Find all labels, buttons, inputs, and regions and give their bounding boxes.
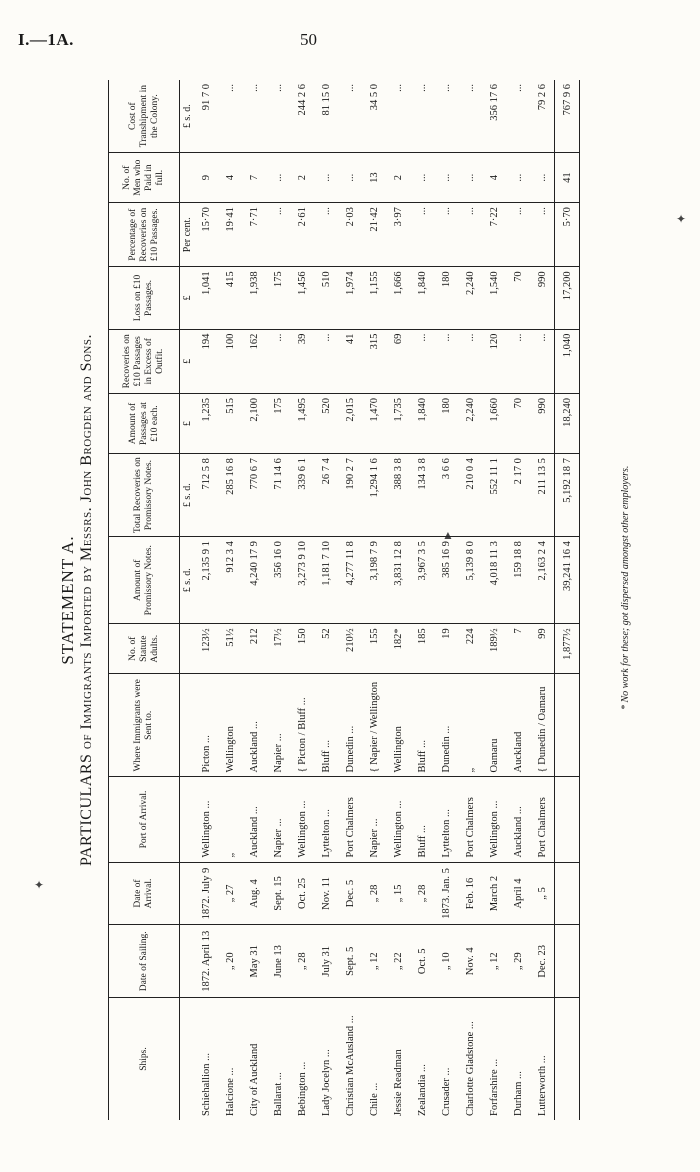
table-cell: Auckland [506, 674, 530, 777]
table-cell: 182* [386, 624, 410, 674]
table-cell: 52 [314, 624, 338, 674]
table-cell: 2,240 [458, 267, 482, 329]
table-cell: „ 27 [218, 862, 242, 925]
table-cell: 2·61 [290, 203, 314, 267]
table-cell: 1,840 [410, 267, 434, 329]
total-cell: 39,241 16 4 [555, 537, 580, 624]
table-cell: 51½ [218, 624, 242, 674]
statement-rotated-container [50, 70, 650, 1130]
table-row [290, 80, 314, 1120]
table-cell: ... [338, 153, 362, 203]
table-cell: May 31 [242, 925, 266, 998]
table-row [482, 80, 506, 1120]
table-cell: 212 [242, 624, 266, 674]
table-cell: 285 16 8 [218, 454, 242, 537]
table-cell: Port Chalmers [338, 777, 362, 862]
table-cell: 4 [482, 153, 506, 203]
table-cell: 189½ [482, 624, 506, 674]
table-cell: 19·41 [218, 203, 242, 267]
table-row [194, 80, 218, 1120]
total-cell [555, 777, 580, 862]
table-cell: Nov. 11 [314, 862, 338, 925]
table-cell: 1,666 [386, 267, 410, 329]
table-cell: { Dunedin / Oamaru [530, 674, 555, 777]
ship-name-cell: Jessie Readman [392, 1049, 404, 1116]
table-cell: 770 6 7 [242, 454, 266, 537]
table-cell: 1872. July 9 [194, 862, 218, 925]
table-cell: 1,155 [362, 267, 386, 329]
table-cell: Lyttelton ... [434, 777, 458, 862]
table-cell: ... [266, 153, 290, 203]
table-cell: „ 12 [482, 925, 506, 998]
table-cell: 2,100 [242, 393, 266, 453]
table-cell: Wellington [218, 674, 242, 777]
table-cell: Lyttelton ... [314, 777, 338, 862]
table-cell: 26 7 4 [314, 454, 338, 537]
table-cell: 155 [362, 624, 386, 674]
table-row [530, 80, 555, 1120]
column-header: Date of Sailing. [109, 925, 180, 998]
table-cell: 150 [290, 624, 314, 674]
ship-name-cell: Zealandia ... [416, 1064, 428, 1116]
table-cell: 19 [434, 624, 458, 674]
table-cell: ... [458, 329, 482, 393]
table-cell: „ 20 [218, 925, 242, 998]
table-cell: 13 [362, 153, 386, 203]
table-cell: 7 [506, 624, 530, 674]
table-cell: Auckland ... [242, 674, 266, 777]
table-cell: June 13 [266, 925, 290, 998]
table-cell: ... [338, 80, 362, 153]
unit-cell [180, 777, 195, 862]
table-cell: 356 17 6 [482, 80, 506, 153]
table-cell: Dec. 5 [338, 862, 362, 925]
table-cell: Bluff ... [410, 777, 434, 862]
table-cell: Bluff ... [410, 674, 434, 777]
table-cell: March 2 [482, 862, 506, 925]
total-cell: 5,192 18 7 [555, 454, 580, 537]
table-cell: 81 15 0 [314, 80, 338, 153]
column-header: Date of Arrival. [109, 862, 180, 925]
table-row [458, 80, 482, 1120]
table-cell: Sept. 15 [266, 862, 290, 925]
table-cell: ... [530, 153, 555, 203]
table-cell: „ 29 [506, 925, 530, 998]
table-cell: ... [266, 203, 290, 267]
table-cell: „ [218, 777, 242, 862]
table-cell: 34 5 0 [362, 80, 386, 153]
table-cell: 2,015 [338, 393, 362, 453]
table-row [266, 80, 290, 1120]
table-cell: ... [458, 80, 482, 153]
table-cell: 71 14 6 [266, 454, 290, 537]
table-cell: „ 28 [362, 862, 386, 925]
table-cell: 515 [218, 393, 242, 453]
table-cell: ... [434, 329, 458, 393]
table-cell: 159 18 8 [506, 537, 530, 624]
table-cell: Oct. 5 [410, 925, 434, 998]
page-identifier: I.—1A. [18, 30, 74, 49]
unit-cell: £ [180, 267, 195, 329]
table-cell: 4,277 11 8 [338, 537, 362, 624]
unit-cell: £ [180, 393, 195, 453]
table-cell: 99 [530, 624, 555, 674]
table-row [434, 80, 458, 1120]
table-cell: 2·03 [338, 203, 362, 267]
table-cell: 194 [194, 329, 218, 393]
total-cell [555, 674, 580, 777]
column-header: Percentage of Recoveries on £10 Passages. [109, 203, 180, 267]
table-cell: 5,139 8 0 [458, 537, 482, 624]
table-cell: 2 [290, 153, 314, 203]
table-row [386, 80, 410, 1120]
page-header [0, 0, 700, 60]
table-cell: Port Chalmers [458, 777, 482, 862]
table-cell: Wellington ... [194, 777, 218, 862]
unit-cell [180, 624, 195, 674]
table-cell: Wellington ... [290, 777, 314, 862]
table-cell: ... [266, 329, 290, 393]
table-cell: „ 28 [290, 925, 314, 998]
ship-name-cell: Schiehallion ... [200, 1053, 212, 1116]
table-cell: 1,470 [362, 393, 386, 453]
table-cell: ... [410, 203, 434, 267]
total-cell: 1,877½ [555, 624, 580, 674]
table-cell: 41 [338, 329, 362, 393]
total-cell: 1,040 [555, 329, 580, 393]
total-cell: 17,200 [555, 267, 580, 329]
ship-name-cell: Lutterworth ... [536, 1055, 548, 1116]
table-cell: 39 [290, 329, 314, 393]
table-cell: 2,163 2 4 [530, 537, 555, 624]
table-cell: 3,198 7 9 [362, 537, 386, 624]
table-cell: ... [458, 203, 482, 267]
unit-cell [180, 925, 195, 998]
table-cell: April 4 [506, 862, 530, 925]
column-header: Ships. [109, 998, 180, 1120]
table-cell: Feb. 16 [458, 862, 482, 925]
table-cell: ... [218, 80, 242, 153]
table-cell: 180 [434, 267, 458, 329]
table-cell: 4,018 11 3 [482, 537, 506, 624]
table-cell: Dec. 23 [530, 925, 555, 998]
total-cell: 767 9 6 [555, 80, 580, 153]
table-cell: 211 13 5 [530, 454, 555, 537]
table-body [194, 80, 580, 1120]
ship-name-cell: Lady Jocelyn ... [320, 1049, 332, 1116]
table-cell: Nov. 4 [458, 925, 482, 998]
ship-name-cell: Durham ... [512, 1071, 524, 1116]
table-cell: 162 [242, 329, 266, 393]
table-cell: 1872. April 13 [194, 925, 218, 998]
table-cell: Wellington [386, 674, 410, 777]
table-cell: 1,938 [242, 267, 266, 329]
table-cell: 990 [530, 393, 555, 453]
table-cell: ... [506, 329, 530, 393]
table-cell: 7·22 [482, 203, 506, 267]
immigrants-table [108, 80, 580, 1120]
table-cell: { Napier / Wellington [362, 674, 386, 777]
table-cell: 1,735 [386, 393, 410, 453]
table-cell: Aug. 4 [242, 862, 266, 925]
total-cell [555, 998, 580, 1120]
table-row [506, 80, 530, 1120]
table-cell: 185 [410, 624, 434, 674]
table-cell: ... [314, 203, 338, 267]
table-cell: 7·71 [242, 203, 266, 267]
table-cell: 120 [482, 329, 506, 393]
ship-name-cell: Bebington ... [296, 1061, 308, 1116]
table-cell: 990 [530, 267, 555, 329]
table-cell: 1,495 [290, 393, 314, 453]
table-cell: 1,181 7 10 [314, 537, 338, 624]
table-cell: 244 2 6 [290, 80, 314, 153]
table-cell: 1,456 [290, 267, 314, 329]
table-cell: Dunedin ... [338, 674, 362, 777]
table-row [242, 80, 266, 1120]
ship-name-cell: Chile ... [368, 1082, 380, 1116]
table-cell: 9 [194, 153, 218, 203]
table-cell: Sept. 5 [338, 925, 362, 998]
table-cell: Auckland ... [506, 777, 530, 862]
table-cell: 415 [218, 267, 242, 329]
table-cell: 4 [218, 153, 242, 203]
table-cell: 1,294 1 6 [362, 454, 386, 537]
table-cell: 1,235 [194, 393, 218, 453]
table-cell: ... [410, 329, 434, 393]
column-header: No. of Statute Adults. [109, 624, 180, 674]
column-header: Where Immigrants were Sent to. [109, 674, 180, 777]
table-cell: 2 17 0 [506, 454, 530, 537]
total-cell: 41 [555, 153, 580, 203]
unit-cell: Per cent. [180, 203, 195, 267]
table-cell: 175 [266, 267, 290, 329]
table-cell: 1,660 [482, 393, 506, 453]
table-cell: ... [386, 80, 410, 153]
table-cell: 69 [386, 329, 410, 393]
column-header: Loss on £10 Passages. [109, 267, 180, 329]
ship-name-cell: Halcione ... [224, 1067, 236, 1116]
table-cell: ... [458, 153, 482, 203]
page-number: 50 [300, 30, 317, 49]
table-cell: 190 2 7 [338, 454, 362, 537]
table-cell: Oamaru [482, 674, 506, 777]
table-cell: 100 [218, 329, 242, 393]
table-cell: ... [530, 329, 555, 393]
total-cell: 18,240 [555, 393, 580, 453]
table-cell: 3 6 6 [434, 454, 458, 537]
table-cell: 224 [458, 624, 482, 674]
ship-name-cell: City of Auckland [248, 1043, 260, 1116]
unit-cell: £ s. d. [180, 454, 195, 537]
statement-subtitle: PARTICULARS of Immigrants Imported by Messrs. John Brogden and Sons. [78, 334, 95, 866]
ship-name-cell: Charlotte Gladstone ... [464, 1021, 476, 1116]
table-cell: 315 [362, 329, 386, 393]
table-cell: 210½ [338, 624, 362, 674]
table-cell: 712 5 8 [194, 454, 218, 537]
table-cell: „ 5 [530, 862, 555, 925]
column-header: No. of Men who Paid in full. [109, 153, 180, 203]
table-cell: ... [530, 203, 555, 267]
table-cell: „ 22 [386, 925, 410, 998]
table-cell: Napier ... [362, 777, 386, 862]
table-cell: 1873. Jan. 5 [434, 862, 458, 925]
unit-cell: £ s. d. [180, 537, 195, 624]
table-cell: 70 [506, 267, 530, 329]
table-row [338, 80, 362, 1120]
table-cell: 1,540 [482, 267, 506, 329]
column-header: Port of Arrival. [109, 777, 180, 862]
table-cell: 15·70 [194, 203, 218, 267]
table-cell: 385 16 9 [434, 537, 458, 624]
column-header: Amount of Promissory Notes. [109, 537, 180, 624]
table-cell: ... [434, 153, 458, 203]
total-cell: 5·70 [555, 203, 580, 267]
table-cell: ... [506, 80, 530, 153]
table-cell: ... [506, 153, 530, 203]
table-cell: ... [410, 80, 434, 153]
table-cell: 180 [434, 393, 458, 453]
table-cell: Napier ... [266, 777, 290, 862]
table-units-row [180, 80, 195, 1120]
total-cell [555, 862, 580, 925]
table-cell: Picton ... [194, 674, 218, 777]
table-cell: ... [506, 203, 530, 267]
table-cell: Wellington ... [386, 777, 410, 862]
footnote: * No work for these; got dispersed amongst other employers. [620, 465, 631, 710]
ship-name-cell: Christian McAusland ... [344, 1015, 356, 1116]
table-cell: 175 [266, 393, 290, 453]
unit-cell [180, 153, 195, 203]
table-cell: { Picton / Bluff ... [290, 674, 314, 777]
margin-mark-icon: ✦ [34, 878, 45, 892]
total-cell [555, 925, 580, 998]
table-cell: Napier ... [266, 674, 290, 777]
table-cell: 21·42 [362, 203, 386, 267]
table-cell: ... [434, 203, 458, 267]
table-cell: Wellington ... [482, 777, 506, 862]
table-cell: 912 3 4 [218, 537, 242, 624]
table-cell: Bluff ... [314, 674, 338, 777]
table-cell: Oct. 25 [290, 862, 314, 925]
table-cell: 7 [242, 153, 266, 203]
column-header: Cost of Transhipment in the Colony. [109, 80, 180, 153]
column-header: Total Recoveries on Promissory Notes. [109, 454, 180, 537]
table-row [314, 80, 338, 1120]
column-header: Recoveries on £10 Passages in Excess of Outfit. [109, 329, 180, 393]
table-cell: „ 12 [362, 925, 386, 998]
table-cell: ... [410, 153, 434, 203]
unit-cell [180, 862, 195, 925]
ship-name-cell: Ballarat ... [272, 1072, 284, 1116]
table-cell: 134 3 8 [410, 454, 434, 537]
table-cell: 1,974 [338, 267, 362, 329]
table-cell: „ 10 [434, 925, 458, 998]
table-cell: 70 [506, 393, 530, 453]
table-cell: 2,135 9 1 [194, 537, 218, 624]
table-cell: 1,041 [194, 267, 218, 329]
table-cell: 552 11 1 [482, 454, 506, 537]
table-cell: 3,831 12 8 [386, 537, 410, 624]
table-cell: „ 15 [386, 862, 410, 925]
table-cell: Port Chalmers [530, 777, 555, 862]
table-cell: 1,840 [410, 393, 434, 453]
table-cell: 388 3 8 [386, 454, 410, 537]
table-cell: 4,240 17 9 [242, 537, 266, 624]
table-cell: 3,273 9 10 [290, 537, 314, 624]
unit-cell: £ [180, 329, 195, 393]
table-row [410, 80, 434, 1120]
table-cell: 79 2 6 [530, 80, 555, 153]
statement-title: STATEMENT A. [58, 535, 77, 665]
table-cell: July 31 [314, 925, 338, 998]
table-cell: 510 [314, 267, 338, 329]
table-cell: 17½ [266, 624, 290, 674]
margin-mark-icon: ✦ [676, 212, 687, 226]
table-cell: ... [314, 329, 338, 393]
table-cell: 3,967 3 5 [410, 537, 434, 624]
table-cell: 210 0 4 [458, 454, 482, 537]
table-cell: 2,240 [458, 393, 482, 453]
unit-cell: £ s. d. [180, 80, 195, 153]
table-cell: „ [458, 674, 482, 777]
table-cell: ... [242, 80, 266, 153]
table-cell: ... [434, 80, 458, 153]
table-cell: 91 7 0 [194, 80, 218, 153]
table-cell: 356 16 0 [266, 537, 290, 624]
table-cell: „ 28 [410, 862, 434, 925]
table-header-row [109, 80, 180, 1120]
table-cell: 123½ [194, 624, 218, 674]
table-cell: Dunedin ... [434, 674, 458, 777]
column-header: Amount of Passages at £10 each. [109, 393, 180, 453]
table-row [218, 80, 242, 1120]
unit-cell [180, 998, 195, 1120]
table-cell: ... [314, 153, 338, 203]
table-cell: 520 [314, 393, 338, 453]
ship-name-cell: Forfarshire ... [488, 1058, 500, 1116]
table-cell: Auckland ... [242, 777, 266, 862]
table-row [362, 80, 386, 1120]
table-cell: 3·97 [386, 203, 410, 267]
unit-cell [180, 674, 195, 777]
table-cell: ... [266, 80, 290, 153]
margin-mark-icon: ▲ [442, 528, 454, 542]
ship-name-cell: Crusader ... [440, 1067, 452, 1116]
totals-row [555, 80, 580, 1120]
table-cell: 339 6 1 [290, 454, 314, 537]
table-cell: 2 [386, 153, 410, 203]
